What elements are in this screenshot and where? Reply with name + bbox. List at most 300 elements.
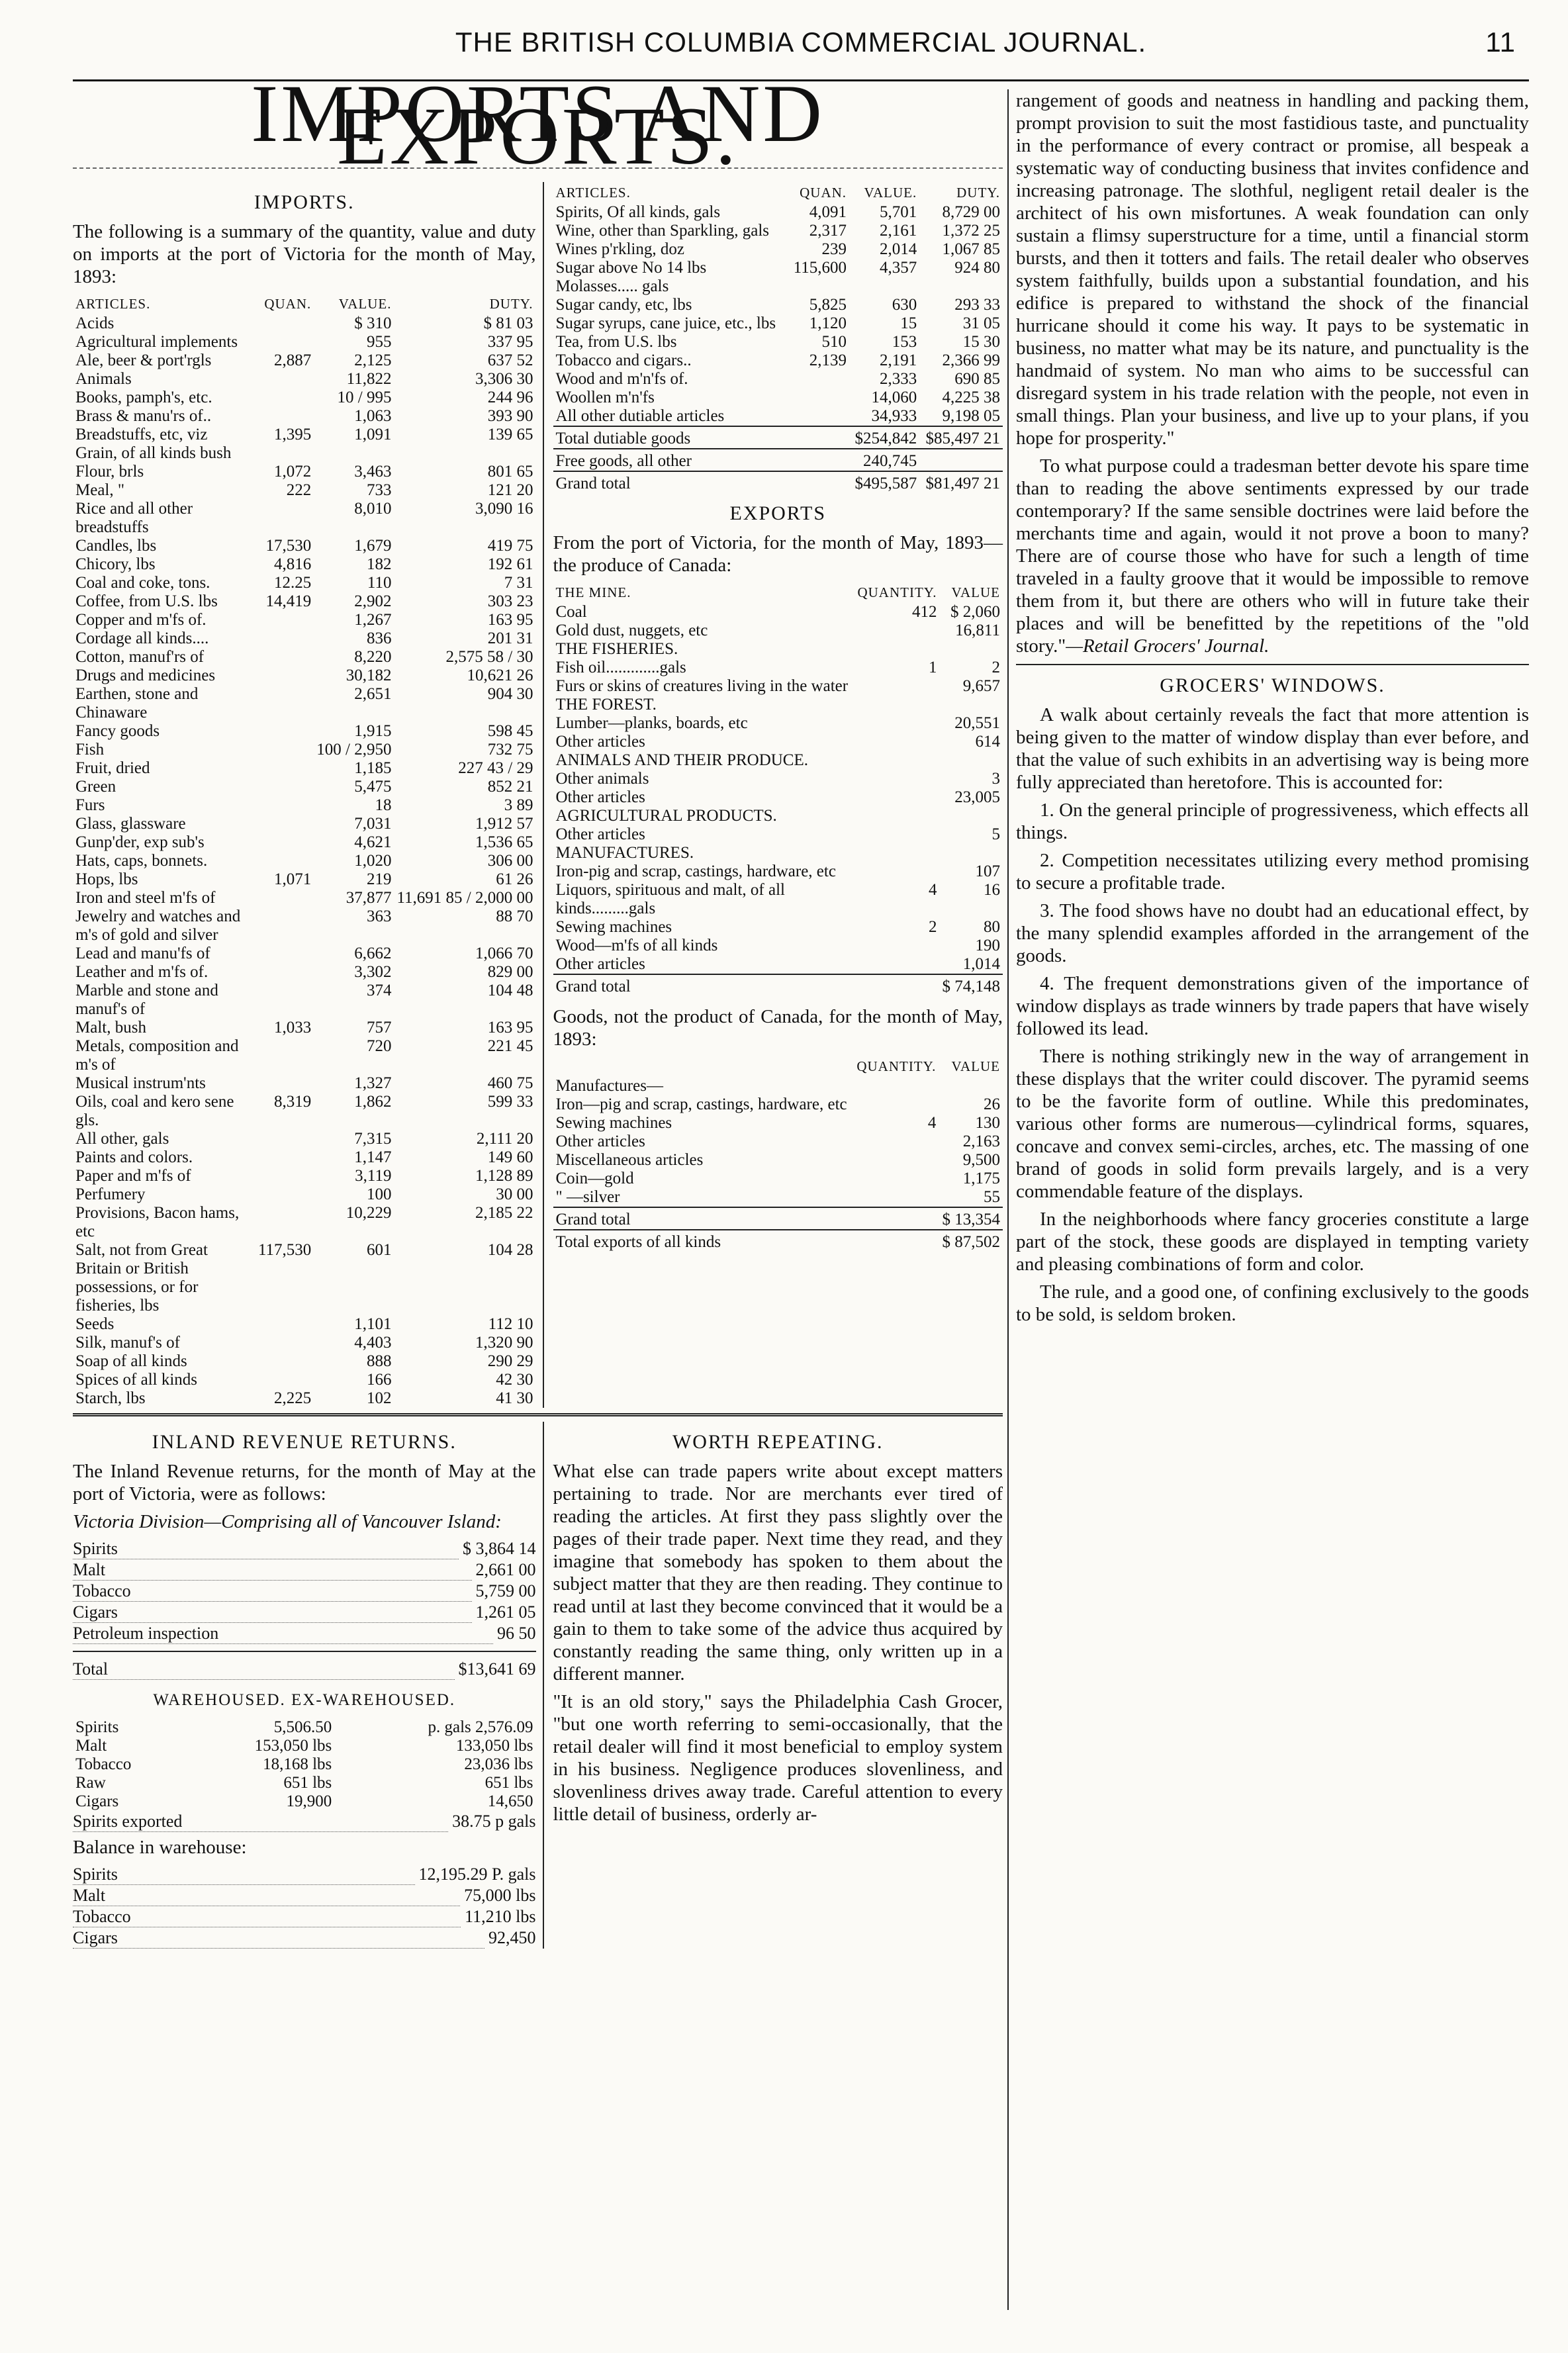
row-value: 7,031 — [354, 815, 392, 833]
table-row — [553, 351, 1003, 370]
row-value: 8,729 00 — [942, 203, 1000, 221]
page-number: 11 — [1485, 26, 1516, 58]
spirits-exported: Spirits exported 38.75 p gals — [73, 1812, 536, 1831]
row-value — [255, 833, 314, 852]
row-value — [854, 807, 939, 825]
row-value — [853, 1170, 939, 1188]
row-label: Salt, not from Great Britain or British possessions, or for fisheries, lbs — [75, 1241, 208, 1315]
row-value — [788, 449, 849, 471]
row-value: 104 48 — [487, 982, 533, 999]
row-value — [255, 1167, 314, 1185]
table-row — [553, 1114, 1003, 1132]
row-label: Spirits, Of all kinds, gals — [555, 203, 721, 221]
row-value: 3 — [992, 770, 1000, 788]
row-value: 1,175 — [962, 1170, 1000, 1187]
table-row — [553, 751, 1003, 770]
ledger-value: $ 3,864 14 — [463, 1539, 536, 1558]
ledger-label: Malt — [73, 1559, 472, 1581]
table-row — [73, 685, 536, 722]
row-value — [255, 759, 314, 778]
row-label: Wood—m'fs of all kinds — [555, 937, 718, 954]
row-value: 1,072 — [274, 463, 312, 481]
table-row — [73, 648, 536, 667]
ledger-value: 5,759 00 — [475, 1581, 536, 1600]
row-value — [255, 667, 314, 685]
ledger-row — [73, 1906, 536, 1927]
row-value — [919, 277, 1003, 296]
ledger-value: 92,450 — [488, 1928, 536, 1947]
row-value — [854, 640, 939, 659]
ledger-label: Cigars — [73, 1927, 484, 1949]
row-label: Sugar above No 14 lbs — [555, 259, 707, 277]
row-label: THE FISHERIES. — [555, 640, 678, 658]
row-value: 37,877 — [346, 889, 392, 907]
row-value: 34,933 — [871, 407, 917, 425]
list-item: 2. Competition necessitates utilizing every method promising to secure a profitable trade. — [1016, 850, 1529, 894]
row-value: 510 — [821, 333, 847, 351]
row-label: Tobacco and cigars.. — [555, 351, 692, 369]
row-value: 852 21 — [487, 778, 533, 796]
row-value: 30 00 — [496, 1185, 533, 1203]
row-value — [854, 770, 939, 788]
row-value — [788, 277, 849, 296]
row-value: 9,500 — [962, 1151, 1000, 1169]
row-value: 5,825 — [809, 296, 847, 314]
table-row — [553, 603, 1003, 622]
row-label: Chicory, lbs — [75, 555, 156, 573]
row-label: ANIMALS AND THEIR PRODUCE. — [555, 751, 809, 769]
row-label: Tobacco — [75, 1755, 132, 1773]
table-row — [73, 574, 536, 592]
row-value — [255, 685, 314, 722]
row-label: Metals, composition and m's of — [75, 1037, 239, 1074]
row-value: 598 45 — [487, 722, 533, 740]
row-value: 460 75 — [487, 1074, 533, 1092]
total-row — [553, 449, 1003, 471]
table-row — [553, 296, 1003, 314]
row-label: AGRICULTURAL PRODUCTS. — [555, 807, 777, 825]
row-value: 100 / 2,950 — [316, 741, 392, 759]
table-row — [553, 825, 1003, 844]
row-value: 2,111 20 — [476, 1130, 533, 1148]
column-header: THE MINE. — [555, 584, 631, 600]
row-value — [255, 778, 314, 796]
table-row — [73, 1755, 536, 1774]
row-value: 337 95 — [487, 333, 533, 351]
row-value: 2 — [929, 918, 937, 936]
row-value: 3,119 — [355, 1167, 392, 1185]
row-value: 1,014 — [962, 955, 1000, 973]
row-value: 7 31 — [504, 574, 533, 592]
table-row — [73, 907, 536, 945]
table-row — [73, 1019, 536, 1037]
row-label: Seeds — [75, 1315, 115, 1333]
row-value — [854, 844, 939, 862]
row-value: 2,163 — [962, 1132, 1000, 1150]
table-row — [73, 1315, 536, 1334]
table-row — [73, 1389, 536, 1408]
row-value: 290 29 — [487, 1352, 533, 1370]
row-label: Coal — [555, 603, 587, 621]
row-value — [788, 426, 849, 449]
row-value — [854, 974, 939, 996]
row-value: 5,506.50 — [273, 1718, 332, 1736]
row-label: Ale, beer & port'rgls — [75, 351, 212, 369]
list-item: 4. The frequent demonstrations given of the importance of window displays as trade winners by trade papers that have wisely followed its lead. — [1016, 973, 1529, 1039]
imports-intro: The following is a summary of the quantity, value and duty on imports at the port of Victoria for the month of May, 1893: — [73, 221, 536, 287]
row-value: 614 — [975, 733, 1000, 751]
table-row — [73, 870, 536, 889]
row-value: 1,071 — [274, 870, 312, 888]
table-row — [73, 963, 536, 982]
row-label: Malt — [75, 1737, 107, 1755]
table-row — [553, 733, 1003, 751]
row-label: Iron and steel m'fs of — [75, 889, 216, 907]
row-value — [255, 407, 314, 426]
row-value — [255, 1315, 314, 1334]
row-value — [853, 1207, 939, 1230]
column-header: DUTY. — [956, 185, 1000, 201]
row-value: 18,168 lbs — [263, 1755, 332, 1773]
row-value — [939, 1077, 1003, 1095]
ledger-label: Spirits — [73, 1538, 459, 1559]
column-header: VALUE — [951, 584, 1000, 600]
ledger-label: Petroleum inspection — [73, 1623, 493, 1644]
row-value: 31 05 — [962, 314, 1000, 332]
list-item: 3. The food shows have no doubt had an educational effect, by the many splendid examples afforded in the arrangement of the goods. — [1016, 900, 1529, 966]
row-label: Paints and colors. — [75, 1148, 193, 1166]
row-label: Iron—pig and scrap, castings, hardware, etc — [555, 1095, 847, 1113]
row-value: 1,862 — [354, 1093, 392, 1111]
row-value — [255, 722, 314, 741]
grocers-para-5: The rule, and a good one, of confining exclusively to the goods to be sold, is seldom broken. — [1016, 1281, 1529, 1325]
row-value: 1,327 — [354, 1074, 392, 1092]
list-item: 1. On the general principle of progressiveness, which effects all things. — [1016, 800, 1529, 843]
row-value: 17,530 — [265, 537, 312, 555]
row-value — [940, 751, 1003, 770]
table-row — [73, 815, 536, 833]
row-value: 637 52 — [487, 351, 533, 369]
row-value — [854, 677, 939, 696]
row-value — [854, 733, 939, 751]
row-value — [255, 611, 314, 629]
row-value — [854, 862, 939, 881]
ledger-value: 75,000 lbs — [464, 1886, 536, 1905]
worth-repeating-para-2: "It is an old story," says the Philadelphia Cash Grocer, "but one worth referring to semi-occasionally, that the retail dealer will find it most beneficial to employ system in his business. Negligence produces slovenliness, and slovenliness drives away trade. Careful attention to every little detail of business, orderly ar- — [553, 1691, 1003, 1825]
row-value — [849, 277, 919, 296]
row-value: 9,198 05 — [942, 407, 1000, 425]
row-value: 115,600 — [793, 259, 847, 277]
row-value: 393 90 — [487, 407, 533, 425]
row-value: 2,887 — [274, 351, 312, 369]
running-head — [73, 26, 1529, 73]
warehouse-heading: WAREHOUSED. EX-WAREHOUSED. — [153, 1691, 456, 1709]
row-value: 104 28 — [487, 1241, 533, 1259]
inland-revenue-column — [73, 1422, 543, 1949]
table-row — [553, 259, 1003, 277]
row-value: 100 — [366, 1185, 392, 1203]
continuation-paragraph: rangement of goods and neatness in handling and packing them, prompt provision to suit the most fastidious taste, and punctuality in the performance of every contract or promise, all bespeak a systematic way of conducting business that invites confidence and increasing patronage. The slothful, negligent retail dealer is the architect of his own misfortunes. A weak foundation can only sustain a flimsy superstructure for a time, until a financial storm bursts, and then it totters and fails. The retail dealer who observes system faithfully, builds upon a substantial foundation, and his edifice is prepared to withstand the shock of the financial hurricane should it come his way. It pays to be systematic in business, no matter what may be its nature, and punctuality is the handmaid of system. No man who aims to be successful can disregard system in his trade relation with the people, not even in small things. Plan your business, and live up to your plans, if you hope for prosperity." — [1016, 90, 1529, 449]
row-label: Hops, lbs — [75, 870, 138, 888]
table-row — [73, 1241, 536, 1315]
table-row — [73, 333, 536, 351]
row-value: 1,128 89 — [475, 1167, 533, 1185]
table-row — [553, 844, 1003, 862]
grocers-para-3: There is nothing strikingly new in the way of arrangement in these displays that the writer could discover. The pyramid seems to be the favorite form of outline. While this predominates, various other forms are numerous—cylindrical forms, squares, concave and convex semi-circles, arches, etc. The massing of one brand of goods in solid form prevails largely, and is a very commendable feature of the displays. — [1016, 1046, 1529, 1202]
row-label: Paper and m'fs of — [75, 1167, 191, 1185]
row-value: 1,185 — [354, 759, 392, 777]
row-value: 1,536 65 — [475, 833, 533, 851]
row-label: Grand total — [553, 471, 788, 493]
table-row — [73, 1792, 536, 1811]
inland-revenue-total: Total $13,641 69 — [73, 1659, 536, 1679]
row-value: 732 75 — [487, 741, 533, 759]
row-value: 14,650 — [487, 1792, 533, 1810]
row-label: Woollen m'n'fs — [555, 389, 655, 406]
row-value — [788, 389, 849, 407]
row-value: 1,372 25 — [942, 222, 1000, 240]
row-value — [255, 1148, 314, 1167]
table-row — [73, 889, 536, 907]
table-row — [73, 1074, 536, 1093]
table-row — [553, 1188, 1003, 1207]
grand-total-row — [553, 1207, 1003, 1230]
row-label: Musical instrum'nts — [75, 1074, 206, 1092]
table-row — [553, 1151, 1003, 1170]
row-value: 5,475 — [354, 778, 392, 796]
table-row — [73, 741, 536, 759]
row-label: Miscellaneous articles — [555, 1151, 704, 1169]
balance-items — [73, 1864, 536, 1949]
row-value: 149 60 — [487, 1148, 533, 1166]
row-value: 10,229 — [346, 1204, 392, 1222]
row-value: 1,091 — [354, 426, 392, 443]
row-value — [854, 696, 939, 714]
row-value: 221 45 — [487, 1037, 533, 1055]
imports-heading: IMPORTS. — [254, 191, 355, 213]
ledger-row — [73, 1602, 536, 1623]
row-label: Green — [75, 778, 116, 796]
row-value: $ 74,148 — [940, 974, 1003, 996]
table-row — [73, 1167, 536, 1185]
row-value — [940, 696, 1003, 714]
row-value: 3,090 16 — [475, 500, 533, 518]
row-label: MANUFACTURES. — [555, 844, 694, 862]
row-label: Lumber—planks, boards, etc — [555, 714, 748, 732]
inland-revenue-items — [73, 1538, 536, 1644]
row-label: Starch, lbs — [75, 1389, 146, 1407]
row-label: Other articles — [555, 1132, 645, 1150]
row-value: 55 — [984, 1188, 1000, 1206]
table-row — [73, 481, 536, 500]
ledger-label: Spirits — [73, 1864, 415, 1885]
row-value: 8,220 — [354, 648, 392, 666]
table-row — [553, 1132, 1003, 1151]
inland-revenue-heading: INLAND REVENUE RETURNS. — [152, 1431, 457, 1453]
table-row — [553, 696, 1003, 714]
table-row — [73, 463, 536, 481]
row-label: Lead and manu'fs of — [75, 945, 210, 962]
row-value: $ 87,502 — [939, 1230, 1003, 1252]
row-value: 7,315 — [354, 1130, 392, 1148]
table-row — [553, 770, 1003, 788]
table-row — [553, 807, 1003, 825]
table-row — [553, 222, 1003, 240]
row-value: 2,651 — [354, 685, 392, 703]
all-exports-total-row — [553, 1230, 1003, 1252]
ledger-row — [73, 1538, 536, 1559]
row-label: Soap of all kinds — [75, 1352, 187, 1370]
grocers-intro: A walk about certainly reveals the fact that more attention is being given to the matter of window display than ever before, and that the value of such exhibits in an advertising way is being more fully appreciated than heretofore. This is accounted for: — [1016, 704, 1529, 793]
table-row — [553, 640, 1003, 659]
row-value: 924 80 — [954, 259, 1000, 277]
row-value: 1,395 — [274, 426, 312, 443]
row-value — [255, 945, 314, 963]
row-label: Iron-pig and scrap, castings, hardware, etc — [555, 862, 836, 880]
row-value: 1,101 — [354, 1315, 392, 1333]
row-value: 2,185 22 — [475, 1204, 533, 1222]
row-label: Malt, bush — [75, 1019, 146, 1037]
row-value: 10,621 26 — [467, 667, 533, 684]
row-value: 303 23 — [487, 592, 533, 610]
table-row — [73, 407, 536, 426]
table-row — [73, 1334, 536, 1352]
row-label: Flour, brls — [75, 463, 144, 481]
row-value — [255, 1371, 314, 1389]
table-row — [73, 426, 536, 463]
row-label: Furs or skins of creatures living in the water — [555, 677, 849, 695]
table-row — [553, 333, 1003, 351]
table-row — [553, 203, 1003, 222]
row-label: Grand total — [553, 1207, 853, 1230]
table-row — [73, 759, 536, 778]
row-value: 222 — [286, 481, 312, 499]
row-value — [255, 815, 314, 833]
imports-table-continued — [553, 182, 1003, 493]
row-label: Free goods, all other — [553, 449, 788, 471]
row-label: Hats, caps, bonnets. — [75, 852, 208, 870]
row-value — [255, 796, 314, 815]
row-label: Other articles — [555, 825, 645, 843]
row-label: Fish — [75, 741, 105, 759]
row-value: 19,900 — [286, 1792, 332, 1810]
row-value: $ 2,060 — [950, 603, 1000, 621]
row-value: 801 65 — [487, 463, 533, 481]
foreign-exports-intro: Goods, not the product of Canada, for the month of May, 1893: — [553, 1006, 1003, 1050]
row-value: 4,621 — [354, 833, 392, 851]
balance-heading: Balance in warehouse: — [73, 1837, 247, 1858]
row-value: 2,333 — [879, 370, 917, 388]
imports-table — [73, 293, 536, 1408]
table-row — [553, 370, 1003, 389]
row-value: 3,306 30 — [475, 370, 533, 388]
row-value: 227 43 / 29 — [458, 759, 533, 777]
row-value: 6,662 — [354, 945, 392, 962]
ledger-row — [73, 1581, 536, 1602]
row-label: Sugar syrups, cane juice, etc., lbs — [555, 314, 776, 332]
table-row — [553, 862, 1003, 881]
column-header — [553, 1056, 853, 1077]
row-value: 133,050 lbs — [455, 1737, 533, 1755]
row-value — [854, 825, 939, 844]
row-value — [255, 1185, 314, 1204]
row-value: 4 — [927, 1114, 937, 1132]
row-value — [788, 370, 849, 389]
ledger-label: Tobacco — [73, 1906, 461, 1927]
row-label: Wine, other than Sparkling, gals — [555, 222, 770, 240]
worth-repeating-para-1: What else can trade papers write about except matters pertaining to trade. Nor are merchants ever tired of reading the articles. At first they pass slightly over the pages of their trade paper. Next time they read, and they imagine that somebody has spoken to them about the subject matter that they are then reading. They continue to read until at last they become convinced that it would be a gain to them to take some of the advice thus acquired by constantly reading the same thing, only written up in a different manner. — [553, 1461, 1003, 1684]
row-value: $ 13,354 — [939, 1207, 1003, 1230]
row-value — [255, 907, 314, 945]
table-row — [553, 277, 1003, 296]
row-value: 8,319 — [274, 1093, 312, 1111]
row-value: 1,020 — [354, 852, 392, 870]
row-value: 10 / 995 — [337, 389, 392, 406]
ledger-row — [73, 1559, 536, 1581]
row-value: 720 — [366, 1037, 392, 1055]
row-label: Provisions, Bacon hams, etc — [75, 1204, 240, 1240]
row-value: 2,575 58 / 30 — [445, 648, 533, 666]
table-row — [73, 1718, 536, 1737]
column-header: VALUE — [951, 1058, 1000, 1074]
row-value: 4,816 — [274, 555, 312, 573]
row-value: 4,357 — [879, 259, 917, 277]
row-label: Total dutiable goods — [553, 426, 788, 449]
row-value — [853, 1095, 939, 1114]
row-value: 20,551 — [954, 714, 1000, 732]
row-value: 1,147 — [354, 1148, 392, 1166]
column-header: QUAN. — [800, 185, 847, 201]
row-label: Manufactures— — [555, 1077, 663, 1095]
row-label: Marble and stone and manuf's of — [75, 982, 218, 1018]
imports-exports-column — [543, 182, 1003, 1408]
row-label: " —silver — [555, 1188, 620, 1206]
ledger-row — [73, 1927, 536, 1949]
row-value: $ 81 03 — [483, 314, 533, 332]
table-row — [553, 1095, 1003, 1114]
imports-column — [73, 182, 543, 1408]
table-row — [73, 1204, 536, 1241]
exports-table — [553, 582, 1003, 996]
table-row — [553, 788, 1003, 807]
row-value — [255, 500, 314, 537]
row-label: Molasses..... gals — [555, 277, 669, 295]
row-value — [255, 389, 314, 407]
table-row — [73, 1093, 536, 1130]
row-label: Leather and m'fs of. — [75, 963, 208, 981]
row-value — [255, 1037, 314, 1074]
column-header: DUTY. — [489, 296, 533, 312]
row-value: 41 30 — [496, 1389, 533, 1407]
row-label: Sugar candy, etc, lbs — [555, 296, 692, 314]
row-value: 239 — [821, 240, 847, 258]
row-value: 2 — [992, 659, 1000, 676]
table-row — [553, 714, 1003, 733]
table-row — [73, 611, 536, 629]
total-row — [553, 471, 1003, 493]
ledger-label: Malt — [73, 1885, 460, 1906]
row-value — [788, 407, 849, 426]
row-value: $81,497 21 — [919, 471, 1003, 493]
row-value: 955 — [366, 333, 392, 351]
row-label: Earthen, stone and Chinaware — [75, 685, 199, 721]
row-value: 2,902 — [354, 592, 392, 610]
row-value: 757 — [366, 1019, 392, 1037]
row-value: 107 — [975, 862, 1000, 880]
table-row — [73, 351, 536, 370]
table-row — [553, 937, 1003, 955]
row-value: 192 61 — [487, 555, 533, 573]
